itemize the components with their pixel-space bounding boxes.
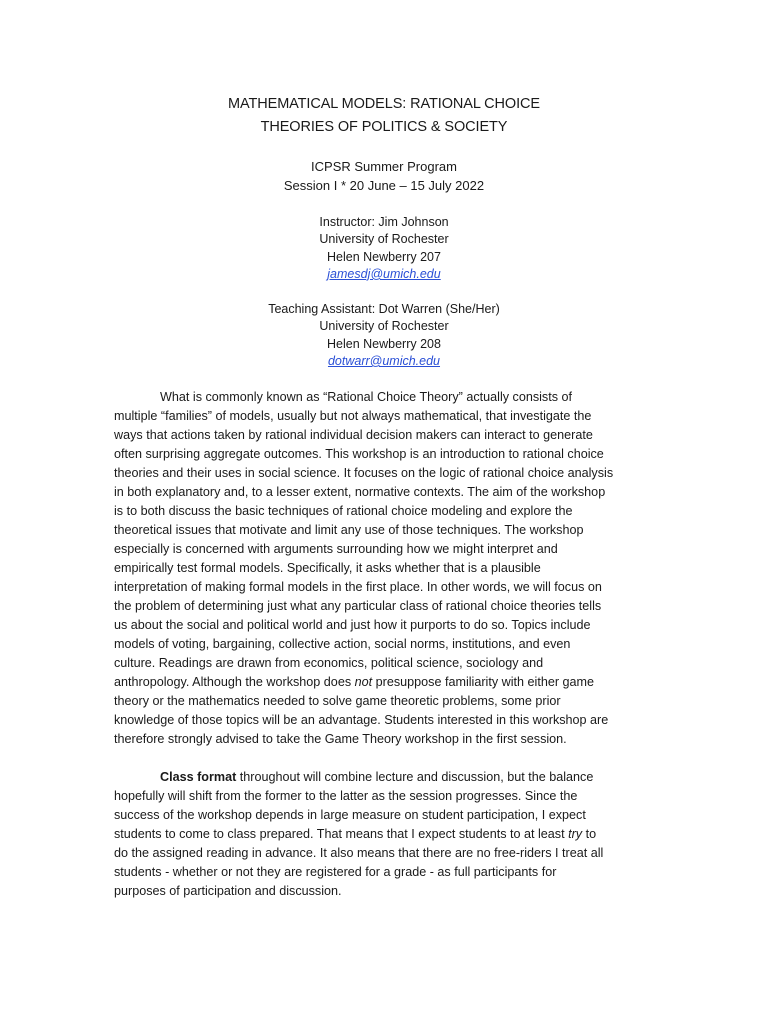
class-format-heading: Class format	[160, 770, 237, 784]
paragraph-line: empirically test formal models. Specifically, it asks whether that is a plausible	[114, 561, 541, 575]
paragraph-line-mixed	[114, 768, 659, 787]
assistant-block	[0, 301, 768, 370]
assistant-office: Helen Newberry 208	[327, 336, 441, 351]
program-name: ICPSR Summer Program	[311, 159, 457, 174]
paragraph-line-mixed	[114, 673, 659, 692]
text-run: to	[582, 827, 597, 841]
paragraph-line: therefore strongly advised to take the Game Theory workshop in the first session.	[114, 732, 567, 746]
instructor-name: Instructor: Jim Johnson	[319, 215, 449, 229]
paragraph-line: interpretation of making formal models in the first place. In other words, we will focus on	[114, 580, 602, 594]
paragraph-line: theoretical issues that motivate and limit any use of those techniques. The workshop	[114, 523, 584, 537]
instructor-university: University of Rochester	[319, 232, 449, 247]
emphasis-try: try	[568, 827, 583, 841]
paragraph-line: purposes of participation and discussion.	[114, 884, 342, 898]
assistant-email-link[interactable]: dotwarr@umich.edu	[327, 353, 441, 368]
paragraph-line: models of voting, bargaining, collective action, social norms, institutions, and even	[114, 637, 571, 651]
paragraph-line: theory or the mathematics needed to solve game theoretic problems, some prior	[114, 694, 561, 708]
assistant-name: Teaching Assistant: Dot Warren (She/Her)	[268, 302, 500, 316]
course-title-line-2: THEORIES OF POLITICS & SOCIETY	[260, 119, 508, 135]
paragraph-line: ways that actions taken by rational individual decision makers can interact to generate	[114, 428, 593, 442]
paragraph-line: knowledge of those topics will be an advantage. Students interested in this workshop are	[114, 713, 609, 727]
text-run: students to come to class prepared. That means that I expect students to at least	[114, 827, 569, 841]
paragraph-line: in both explanatory and, to a lesser extent, normative contexts. The aim of the workshop	[114, 485, 606, 499]
text-run: throughout will combine lecture and discussion, but the balance	[236, 770, 594, 784]
paragraph-line: students - whether or not they are registered for a grade - as full participants for	[114, 865, 557, 879]
instructor-office: Helen Newberry 207	[327, 249, 441, 264]
paragraph-line: especially is concerned with arguments surrounding how we might interpret and	[114, 542, 558, 556]
course-description-paragraph	[114, 388, 659, 749]
instructor-block	[0, 214, 768, 283]
paragraph-line: often surprising aggregate outcomes. This workshop is an introduction to rational choice	[114, 447, 604, 461]
paragraph-line: multiple “families” of models, usually but not always mathematical, that investigate the	[114, 409, 592, 423]
paragraph-line: theories and their uses in social science. It focuses on the logic of rational choice analysis	[114, 466, 614, 480]
emphasis-not: not	[354, 675, 373, 689]
class-format-paragraph	[114, 768, 659, 901]
paragraph-line-mixed	[114, 825, 659, 844]
text-run: presuppose familiarity with either game	[372, 675, 595, 689]
course-title-line-1: MATHEMATICAL MODELS: RATIONAL CHOICE	[228, 96, 540, 112]
paragraph-line: success of the workshop depends in large measure on student participation, I expect	[114, 808, 586, 822]
paragraph-line: hopefully will shift from the former to the latter as the session progresses. Since the	[114, 789, 578, 803]
paragraph-line: culture. Readings are drawn from economics, political science, sociology and	[114, 656, 544, 670]
text-run: anthropology. Although the workshop does	[114, 675, 355, 689]
session-dates: Session I * 20 June – 15 July 2022	[283, 178, 485, 193]
instructor-email-link[interactable]: jamesdj@umich.edu	[327, 266, 441, 281]
assistant-university: University of Rochester	[319, 319, 449, 334]
paragraph-line: is to both discuss the basic techniques of rational choice modeling and explore the	[114, 504, 573, 518]
paragraph-line: us about the social and political world and just how it purports to do so. Topics include	[114, 618, 591, 632]
paragraph-line: do the assigned reading in advance. It also means that there are no free-riders I treat all	[114, 846, 604, 860]
paragraph-line: What is commonly known as “Rational Choice Theory” actually consists of	[160, 390, 573, 404]
paragraph-line: the problem of determining just what any particular class of rational choice theories tells	[114, 599, 602, 613]
